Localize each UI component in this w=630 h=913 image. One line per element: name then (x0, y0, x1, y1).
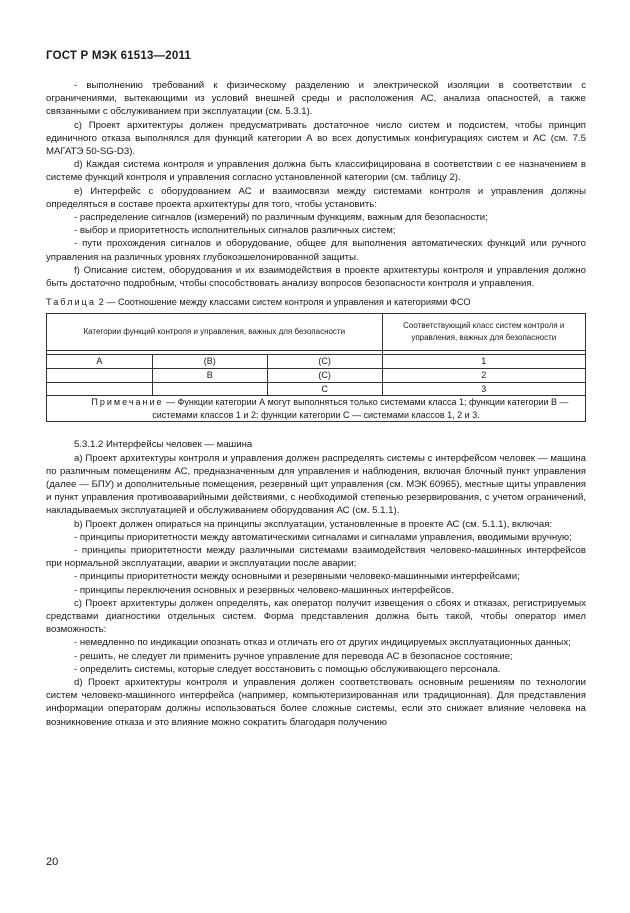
paragraph: d) Проект архитектуры контроля и управления должен соответствовать основным решениям по технологии систем человеко-машинного интерфейса (например, компьютеризированная или традиционная). Для представления информации операторам должны использоваться более сложные системы, если это снижает влияние человека на возникновение отказа и это влияние можно сократить благодаря получению (46, 677, 586, 728)
paragraph: c) Проект архитектуры должен предусматривать достаточное число систем и подсистем, чтобы принцип единичного отказа выполнялся для функций категории А во всех допустимых конфигурациях систем и АС (см. 7.5 МАГАТЭ 50-SG-D3). (46, 119, 586, 158)
document-header: ГОСТ Р МЭК 61513—2011 (46, 50, 192, 62)
table-cell (47, 382, 153, 396)
table-note-text: — Функции категории А могут выполняться только системами класса 1; функции категории В — системами классов 1 и 2; функции категории С — системами классов 1, 2 и 3. (152, 397, 569, 420)
paragraph: - принципы приоритетности между автоматическими сигналами и сигналами управления, вводимыми вручную; (74, 531, 572, 543)
table-note (47, 396, 586, 422)
table-cell: (С) (267, 369, 382, 383)
paragraph: b) Проект должен опираться на принципы эксплуатации, установленные в проекте АС (см. 5.1.1), включая: (74, 518, 553, 530)
header-classes: Соответствующий класс систем контроля и управления, важных для безопасности (382, 314, 585, 351)
paragraph: e) Интерфейс с оборудованием АС и взаимосвязи между системами контроля и управления должны определяться в составе проекта архитектуры для того, чтобы установить: (46, 185, 586, 210)
table-cell: С (267, 382, 382, 396)
table-cell: (С) (267, 355, 382, 369)
table-cell (152, 382, 267, 396)
table-cell: 3 (382, 382, 585, 396)
header-categories: Категории функций контроля и управления, важных для безопасности (47, 314, 383, 351)
table-note-label: Примечание (91, 397, 164, 408)
document-body (46, 79, 586, 729)
paragraph: - решить, не следует ли применить ручное управление для перевода АС в безопасное состояние; (74, 650, 513, 662)
paragraph: f) Описание систем, оборудования и их взаимодействия в проекте архитектуры контроля и управления должно быть достаточно подробным, чтобы способствовать анализу вопросов безопасности контроля и управления. (46, 264, 586, 290)
category-class-table (46, 313, 586, 422)
table-cell: 2 (382, 369, 585, 383)
paragraph: - принципы приоритетности между основными и резервными человеко-машинными интерфейсами; (74, 571, 520, 583)
paragraph: d) Каждая система контроля и управления должна быть классифицирована в соответствии с ее назначением в системе функций контроля и управления согласно установленной категории (см. таблицу 2). (46, 159, 586, 184)
table-caption (46, 296, 586, 309)
table-note-row (47, 396, 586, 422)
paragraph: - распределение сигналов (измерений) по различным функциям, важным для безопасности; (74, 212, 488, 224)
section-heading: 5.3.1.2 Интерфейсы человек — машина (74, 439, 253, 451)
table-cell: А (47, 355, 153, 369)
table-cell: В (152, 369, 267, 383)
table-cell: 1 (382, 355, 585, 369)
paragraph: - немедленно по индикации опознать отказ и отличать его от других индицируемых эксплуатационных данных; (74, 637, 571, 649)
table-row (47, 355, 586, 369)
table-row (47, 369, 586, 383)
table-cell (47, 369, 153, 383)
paragraph: - выбор и приоритетность исполнительных сигналов различных систем; (74, 225, 396, 237)
paragraph: a) Проект архитектуры контроля и управления должен распределять системы с интерфейсом человек — машина по различным помещениям АС, предназначенным для управления и наблюдения, включая блочный пункт управления (далее — БПУ) и дополнительные помещения, резервный щит управления (см. МЭК 60965), местные щиты управления и пункт управления противоаварийными действиями, с необходимой степенью резервирования, с учетом ограничений, накладываемых эксплуатацией и обслуживанием оборудования АС (см. 5.1.1). (46, 452, 586, 517)
paragraph: - принципы приоритетности между различными системами взаимодействия человеко-машинных интерфейсов при нормальной эксплуатации, аварии и эксплуатации после аварии; (46, 545, 586, 570)
table-caption-prefix: Таблица (46, 297, 97, 308)
table-row (47, 382, 586, 396)
page-number: 20 (46, 856, 59, 868)
table-cell: (В) (152, 355, 267, 369)
table-header-row (47, 314, 586, 351)
paragraph: - определить системы, которые следует восстановить с помощью обслуживающего персонала. (74, 663, 501, 675)
paragraph: - пути прохождения сигналов и оборудование, общее для выполнения автоматических функций или ручного управления на различных уровнях глубокоэшелонированной защиты. (46, 238, 586, 263)
paragraph: c) Проект архитектуры должен определять, как оператор получит извещения о сбоях и отказах, регистрируемых средствами диагностики отдельных систем. Форма представления должна быть такой, чтобы оператор имел возможность: (46, 597, 586, 636)
paragraph: - принципы переключения основных и резервных человеко-машинных интерфейсов. (74, 584, 454, 596)
paragraph: - выполнению требований к физическому разделению и электрической изоляции в соответствии с ограничениями, вытекающими из условий внешней среды и расположения АС, анализа опасностей, а также связанными с обслуживанием при эксплуатации (см. 5.3.1). (46, 80, 586, 118)
table-caption-text: 2 — Соотношение между классами систем контроля и управления и категориями ФСО (98, 297, 471, 308)
